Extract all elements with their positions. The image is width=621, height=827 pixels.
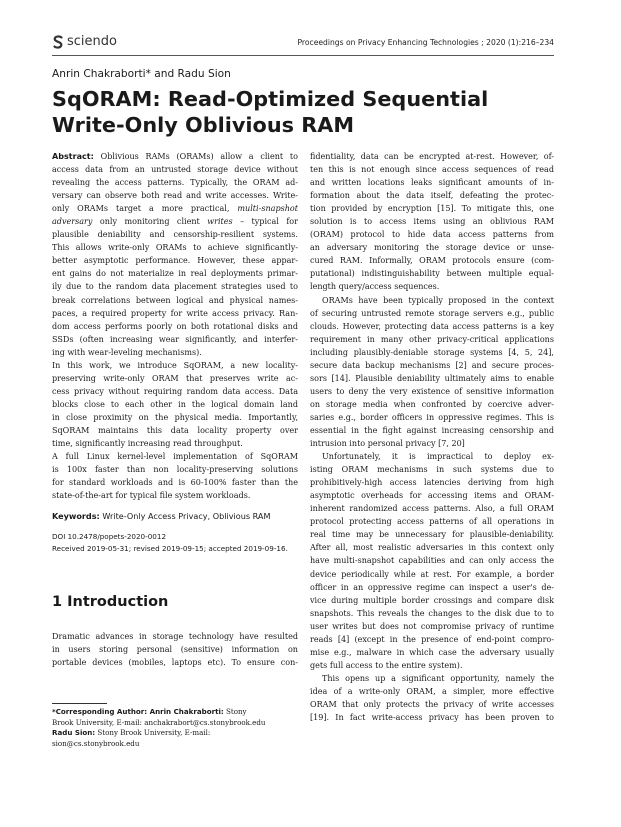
abstract-line: revealing the access patterns. Typically, the ORAM ad- bbox=[52, 178, 298, 188]
abstract-italic: writes bbox=[207, 217, 233, 227]
body-line: (ORAM) protocol to hide data access patterns from bbox=[310, 230, 554, 240]
abstract-line: only monitoring client bbox=[92, 217, 208, 227]
authors: Anrin Chakraborti* and Radu Sion bbox=[52, 68, 231, 80]
abstract-line: – typical for bbox=[232, 217, 298, 227]
abstract-line: blocks close to each other in the logical domain land bbox=[52, 399, 298, 409]
paper-title bbox=[52, 86, 554, 138]
body-line: After all, most realistic adversaries in this context only bbox=[310, 543, 554, 553]
title-line: SqORAM: Read-Optimized Sequential bbox=[52, 87, 489, 111]
header-rule bbox=[52, 55, 554, 56]
intro-paragraph bbox=[52, 630, 298, 669]
body-line: of securing untrusted remote storage servers e.g., public bbox=[310, 308, 554, 318]
section-heading: 1 Introduction bbox=[52, 594, 169, 610]
body-line: formation about the data itself, defeating the protec- bbox=[310, 191, 554, 201]
page-header bbox=[52, 34, 554, 54]
corresponding-label: *Corresponding Author: Anrin Chakraborti: bbox=[52, 707, 224, 716]
abstract-line: state-of-the-art for typical file system workloads. bbox=[52, 491, 251, 501]
body-line: putational) indistinguishability between multiple equal- bbox=[310, 269, 554, 279]
body-line: cured RAM. Informally, ORAM protocols ensure (com- bbox=[310, 256, 554, 266]
keywords-text: Write-Only Access Privacy, Oblivious RAM bbox=[99, 511, 271, 522]
body-line: isting ORAM mechanisms in such systems due to bbox=[310, 465, 554, 475]
body-line: secure data backup mechanisms [2] and secure proces- bbox=[310, 360, 554, 370]
body-line: an adversary monitoring the storage device or unse- bbox=[310, 243, 554, 253]
body-line: solution is to access items using an oblivious RAM bbox=[310, 217, 554, 227]
body-line: fidentiality, data can be encrypted at-rest. However, of- bbox=[310, 152, 554, 161]
abstract-line: only ORAMs target a more practical, bbox=[52, 204, 230, 214]
intro-line: in users storing personal (sensitive) information on bbox=[52, 645, 298, 655]
body-line: idea of a write-only ORAM, a simpler, more effective bbox=[310, 686, 554, 696]
body-line: requirement in many other privacy-critical applications bbox=[310, 334, 554, 344]
abstract-line: versary can observe both read and write accesses. Write- bbox=[52, 191, 298, 201]
body-line: snapshots. This reveals the changes to the disk due to to bbox=[310, 608, 554, 618]
footnote-email[interactable]: sion@cs.stonybrook.edu bbox=[52, 738, 140, 748]
title-line: Write-Only Oblivious RAM bbox=[52, 113, 355, 137]
abstract-line: This allows write-only ORAMs to achieve significantly- bbox=[52, 243, 298, 253]
abstract-line: ily due to the random data placement strategies used to bbox=[52, 282, 298, 292]
body-line: mise e.g., malware in which case the adversary usually bbox=[310, 647, 554, 657]
body-line: asymptotic overheads for accessing items and ORAM- bbox=[310, 491, 554, 501]
body-line: essential in the fight against increasing censorship and bbox=[310, 425, 554, 435]
footnote-text: Stony Brook University, E-mail: bbox=[95, 728, 211, 738]
body-line: [19]. In fact write-access privacy has been proven to bbox=[310, 713, 554, 723]
body-line: inherent randomized access patterns. Also, a full ORAM bbox=[310, 504, 554, 514]
abstract-line: SSDs (often increasing wear significantly, and interfer- bbox=[52, 334, 298, 344]
body-line: have multi-snapshot capabilities and can only access the bbox=[310, 556, 554, 566]
keywords bbox=[52, 510, 298, 523]
author-label: Radu Sion: bbox=[52, 728, 96, 738]
sciendo-logo-icon bbox=[52, 35, 64, 49]
body-line: on storage media when confronted by coercive adver- bbox=[310, 399, 554, 409]
body-line: real time may be unnecessary for plausible-deniability. bbox=[310, 530, 554, 540]
abstract-line: dom access performs poorly on both rotational disks and bbox=[52, 321, 298, 331]
body-line: users to deny the very existence of sensitive information bbox=[310, 386, 554, 396]
abstract-line: paces, a required property for write access privacy. Ran- bbox=[52, 308, 298, 318]
abstract-line: for standard workloads and is 60-100% faster than the bbox=[52, 478, 298, 488]
abstract-line: A full Linux kernel-level implementation of SqORAM bbox=[52, 452, 298, 462]
body-line: ORAMs have been typically proposed in the context bbox=[322, 295, 554, 305]
publisher-logo bbox=[52, 34, 117, 49]
intro-line: portable devices (mobiles, laptops etc). To ensure con- bbox=[52, 658, 298, 668]
logo-text: sciendo bbox=[67, 34, 117, 49]
abstract-line: In this work, we introduce SqORAM, a new locality- bbox=[52, 360, 298, 370]
abstract-line: is 100x faster than non locality-preserving solutions bbox=[52, 465, 298, 475]
body-line: clouds. However, protecting data access patterns is a key bbox=[310, 321, 554, 331]
abstract-line: in close proximity on the physical media. Importantly, bbox=[52, 412, 298, 422]
body-line: ORAM that only protects the privacy of write accesses bbox=[310, 699, 554, 709]
body-line: intrusion into personal privacy [7, 20] bbox=[310, 439, 465, 449]
abstract-line: SqORAM maintains this data locality property over bbox=[52, 425, 298, 435]
intro-line: Dramatic advances in storage technology have resulted bbox=[52, 632, 298, 641]
left-column bbox=[52, 150, 298, 555]
abstract-line: time, significantly increasing read throughput. bbox=[52, 439, 243, 449]
abstract-line: better asymptotic performance. However, these appar- bbox=[52, 256, 298, 266]
footnote-email[interactable]: Brook University, E-mail: anchakrabort@cs.stonybrook.edu bbox=[52, 717, 266, 727]
abstract-line: access data from an untrusted storage device without bbox=[52, 165, 298, 175]
body-line: tion provided by encryption [15]. To mitigate this, one bbox=[310, 204, 554, 214]
body-line: user writes but does not compromise privacy of runtime bbox=[310, 621, 554, 631]
doi[interactable]: DOI 10.2478/popets-2020-0012 bbox=[52, 532, 167, 542]
body-line: device periodically while at rest. For example, a border bbox=[310, 569, 554, 579]
author-footnote bbox=[52, 707, 298, 749]
body-line: ten this is not enough since access sequences of read bbox=[310, 165, 554, 175]
right-column bbox=[310, 150, 554, 724]
body-line: and written locations leaks significant amounts of in- bbox=[310, 178, 554, 188]
received-dates: Received 2019-05-31; revised 2019-09-15; accepted 2019-09-16. bbox=[52, 544, 288, 554]
body-line: Unfortunately, it is impractical to deploy ex- bbox=[322, 452, 554, 462]
abstract-line: break correlations between logical and physical names- bbox=[52, 295, 298, 305]
abstract-line: cess privacy without requiring random data access. Data bbox=[52, 386, 298, 396]
abstract-italic: multi-snapshot bbox=[237, 204, 298, 214]
body-line: including plausibly-deniable storage systems [4, 5, 24], bbox=[310, 347, 554, 357]
footnote-text: Stony bbox=[223, 707, 247, 716]
abstract-line: preserving write-only ORAM that preserves write ac- bbox=[52, 373, 298, 383]
body-line: protocol protecting access patterns of all operations in bbox=[310, 517, 554, 527]
body-line: officer in an oppressive regime can inspect a user's de- bbox=[310, 582, 554, 592]
abstract-label: Abstract: bbox=[52, 152, 94, 161]
body-line: prohibitively-high access latencies deriving from high bbox=[310, 478, 554, 488]
body-line: reads [4] (except in the presence of end-point compro- bbox=[310, 634, 554, 644]
abstract-line: plausible deniability and censorship-resilient systems. bbox=[52, 230, 298, 240]
body-line: saries e.g., border officers in oppressive regimes. This is bbox=[310, 412, 554, 422]
body-line: vice during multiple border crossings and compare disk bbox=[310, 595, 554, 605]
keywords-label: Keywords: bbox=[52, 511, 100, 522]
abstract-line: Oblivious RAMs (ORAMs) allow a client to bbox=[93, 152, 298, 161]
body-line: This opens up a significant opportunity, namely the bbox=[322, 673, 554, 683]
abstract-italic: adversary bbox=[52, 217, 93, 227]
journal-citation: Proceedings on Privacy Enhancing Technologies ; 2020 (1):216–234 bbox=[297, 38, 554, 47]
body-line: gets full access to the entire system). bbox=[310, 660, 463, 670]
body-line: length query/access sequences. bbox=[310, 282, 440, 292]
footnote-rule bbox=[52, 703, 107, 704]
abstract-line: ing with wear-leveling mechanisms). bbox=[52, 347, 202, 357]
abstract-line: ent gains do not materialize in real deployments primar- bbox=[52, 269, 298, 279]
body-line: sors [14]. Plausible deniability ultimately aims to enable bbox=[310, 373, 554, 383]
abstract bbox=[52, 150, 298, 502]
